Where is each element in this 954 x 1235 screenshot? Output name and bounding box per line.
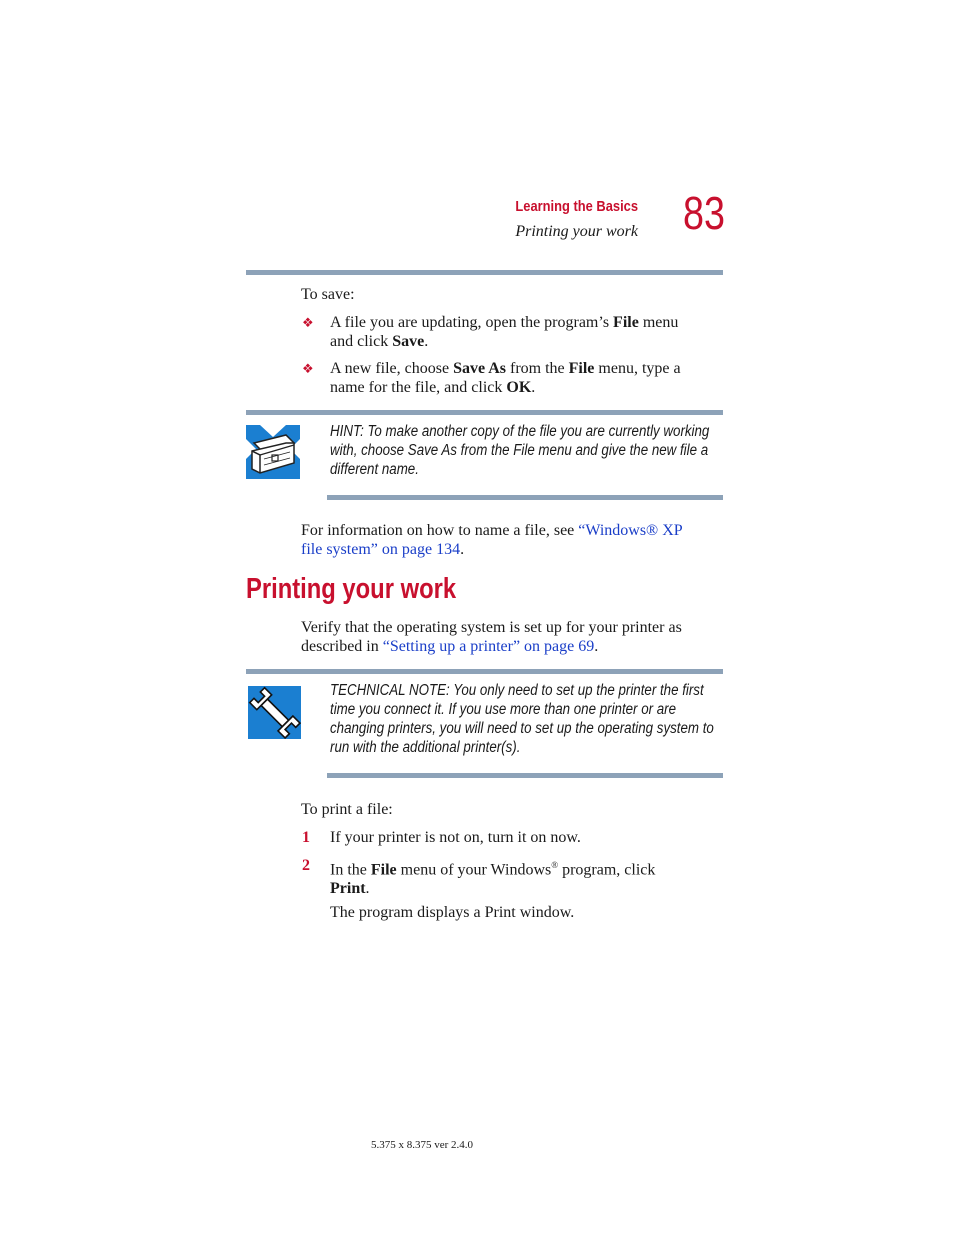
tech-note-bottom-rule <box>327 773 723 778</box>
section-heading: Printing your work <box>246 573 457 605</box>
wrench-icon <box>248 686 301 739</box>
step-number: 1 <box>302 829 310 846</box>
page-number: 83 <box>683 187 725 239</box>
header-chapter-title: Learning the Basics <box>515 198 638 215</box>
setting-up-printer-link[interactable]: “Setting up a printer” on page 69 <box>382 638 595 655</box>
top-rule <box>246 270 723 275</box>
step-2-text: In the File menu of your Windows® program, click Print. <box>330 860 656 898</box>
windows-xp-file-system-link-cont[interactable]: file system” on page 134 <box>301 541 461 558</box>
print-intro: To print a file: <box>301 801 393 818</box>
step-result: The program displays a Print window. <box>330 904 575 921</box>
save-item-2: A new file, choose Save As from the File menu, type a name for the file, and click OK. <box>330 360 681 396</box>
save-item-1: A file you are updating, open the program’s File menu and click Save. <box>330 314 679 350</box>
tech-note-text: TECHNICAL NOTE: You only need to set up the printer the first time you connect it. If you use more than one printer or are changing printers, you will need to set up the operating system to run with the additional printer(s). <box>330 682 714 756</box>
bullet-icon: ❖ <box>302 361 314 376</box>
tech-note-top-rule <box>246 669 723 674</box>
hint-top-rule <box>246 410 723 415</box>
info-paragraph: For information on how to name a file, see “Windows® XP file system” on page 134. <box>301 522 683 558</box>
treasure-chest-icon <box>246 425 300 479</box>
header-section-title: Printing your work <box>515 223 638 240</box>
windows-xp-file-system-link[interactable]: “Windows® XP <box>578 522 683 539</box>
hint-text: HINT: To make another copy of the file you are currently working with, choose Save As from the File menu and give the new file a different name. <box>330 423 710 478</box>
step-1-text: If your printer is not on, turn it on now. <box>330 829 581 846</box>
footer-version: 5.375 x 8.375 ver 2.4.0 <box>371 1139 474 1151</box>
hint-bottom-rule <box>327 495 723 500</box>
verify-paragraph: Verify that the operating system is set up for your printer as described in “Setting up a printer” on page 69. <box>301 619 682 655</box>
save-intro: To save: <box>301 286 355 303</box>
step-number: 2 <box>302 857 310 874</box>
bullet-icon: ❖ <box>302 315 314 330</box>
